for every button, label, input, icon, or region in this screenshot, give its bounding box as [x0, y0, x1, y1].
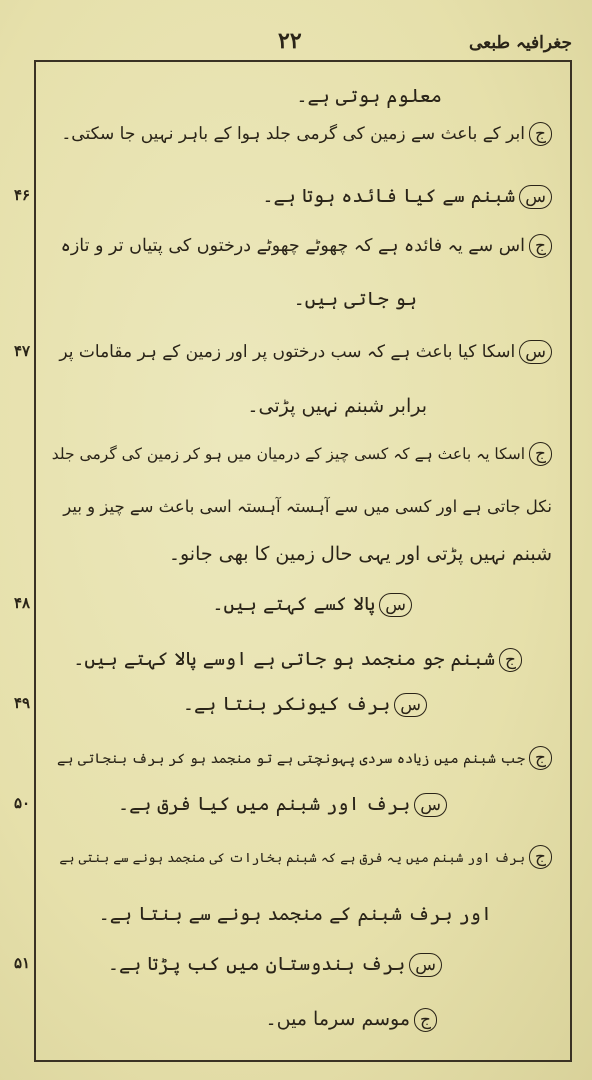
text-line — [212, 590, 412, 618]
question-marker: س — [409, 953, 442, 977]
text-line — [118, 790, 447, 818]
text-line — [296, 82, 442, 110]
question-marker: س — [519, 340, 552, 364]
line-text: برف کیونکر بنتا ہے۔ — [182, 693, 391, 715]
answer-marker: ج — [414, 1008, 437, 1032]
question-number: ۵۱ — [14, 954, 31, 972]
line-text: ہو جاتی ہیں۔ — [293, 288, 417, 310]
question-number: ۴۶ — [14, 186, 31, 204]
line-text: برف اور شبنم میں کیا فرق ہے۔ — [117, 793, 411, 815]
text-line — [247, 392, 427, 420]
text-line — [294, 285, 417, 313]
line-text: جب شبنم میں زیادہ سردی پہونچتی ہے تو منجمد ہو کر برف بنجاتی ہے — [57, 751, 526, 767]
line-text: اور برف شبنم کے منجمد ہونے سے بنتا ہے۔ — [98, 903, 492, 925]
line-text: ابر کے باعث سے زمین کی گرمی جلد ہوا کے باہر نہیں جا سکتی۔ — [61, 124, 526, 144]
text-line — [73, 645, 522, 673]
answer-marker: ج — [529, 122, 552, 146]
line-text: اسکا یہ باعث ہے کہ کسی چیز کے درمیان میں ہو کر زمین کی گرمی جلد — [51, 445, 526, 463]
answer-marker: ج — [529, 442, 552, 466]
line-text: شبنم نہیں پڑتی اور یہی حال زمین کا بھی جانو۔ — [168, 543, 552, 565]
question-marker: س — [394, 693, 427, 717]
line-text: برابر شبنم نہیں پڑتی۔ — [247, 395, 427, 417]
line-text: شبنم جو منجمد ہو جاتی ہے اوسے پالا کہتے ہیں۔ — [73, 648, 496, 670]
question-marker: س — [379, 593, 412, 617]
text-line — [108, 950, 442, 978]
line-text: برف ہندوستان میں کب پڑتا ہے۔ — [107, 953, 406, 975]
answer-marker: ج — [529, 746, 552, 770]
line-text: شبنم سے کیا فائدہ ہوتا ہے۔ — [262, 185, 516, 207]
text-line — [61, 232, 552, 260]
text-line — [59, 338, 552, 366]
text-line — [59, 845, 552, 873]
text-line — [183, 690, 427, 718]
text-line — [57, 745, 552, 773]
answer-marker: ج — [529, 845, 552, 869]
text-line — [52, 440, 552, 468]
question-number: ۴۹ — [14, 694, 31, 712]
text-line — [266, 1005, 438, 1033]
question-number: ۴۸ — [14, 594, 31, 612]
answer-marker: ج — [499, 648, 522, 672]
question-number: ۴۷ — [14, 342, 31, 360]
question-marker: س — [519, 185, 552, 209]
question-number: ۵۰ — [14, 794, 31, 812]
text-line — [99, 900, 492, 928]
running-header-title: جغرافیہ طبعی — [469, 33, 572, 53]
line-text: معلوم ہوتی ہے۔ — [296, 85, 442, 107]
line-text: پالا کسے کہتے ہیں۔ — [212, 593, 376, 615]
answer-marker: ج — [529, 234, 552, 258]
question-marker: س — [414, 793, 447, 817]
text-line — [262, 182, 552, 210]
text-line — [61, 120, 552, 148]
line-text: موسم سرما میں۔ — [265, 1008, 411, 1030]
line-text: نکل جاتی ہے اور کسی میں سے آہستہ آہستہ اسی باعث سے چیز و بیر — [63, 497, 552, 516]
line-text: اس سے یہ فائدہ ہے کہ چھوٹے چھوٹے درختوں کی پتیاں تر و تازہ — [60, 236, 526, 256]
text-line — [63, 493, 552, 521]
text-line — [169, 540, 552, 568]
page-number: ۲۲ — [278, 28, 302, 54]
line-text: اسکا کیا باعث ہے کہ سب درختوں پر اور زمین کے ہر مقامات پر — [59, 342, 516, 362]
line-text: برف اور شبنم میں یہ فرق ہے کہ شبنم بخارات کی منجمد ہونے سے بنتی ہے — [59, 851, 526, 866]
